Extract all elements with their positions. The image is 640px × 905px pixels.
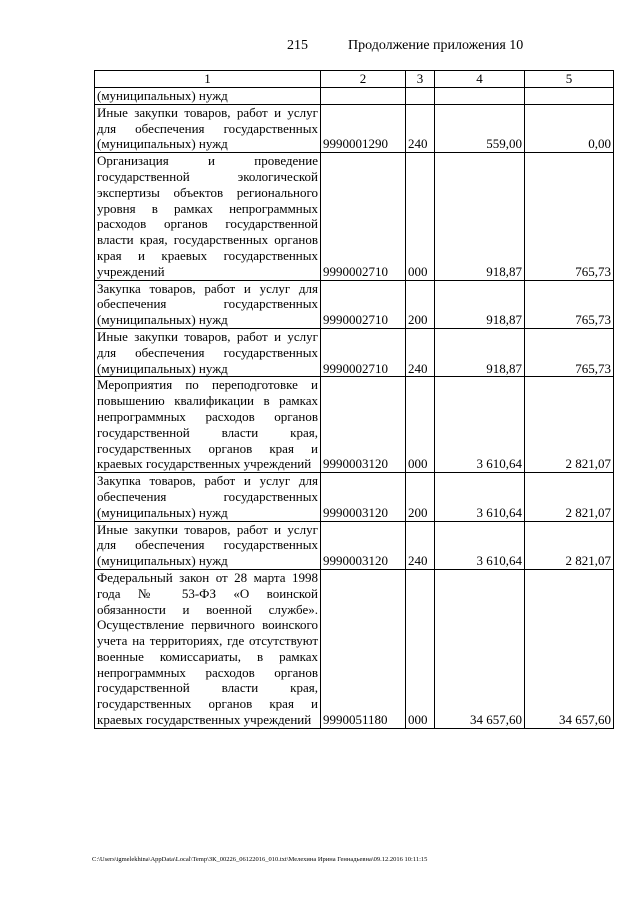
row-value-5: 2 821,07 <box>525 521 614 569</box>
table-row <box>95 153 614 280</box>
row-description: Иные закупки товаров, работ и услуг для обеспечения государственных (муниципальных) нужд <box>95 521 321 569</box>
table-header-row <box>95 71 614 88</box>
table-row <box>95 569 614 728</box>
row-value-4: 918,87 <box>435 153 525 280</box>
table-row <box>95 521 614 569</box>
page-number: 215 <box>287 38 308 53</box>
row-description: Мероприятия по переподготовке и повышению квалификации в рамках непрограммных расходов органов государственной власти края, государственных органов края и краевых государственных учреждений <box>95 377 321 473</box>
table-row <box>95 377 614 473</box>
row-code: 9990001290 <box>321 104 406 152</box>
row-value-5: 0,00 <box>525 104 614 152</box>
row-type: 240 <box>406 521 435 569</box>
row-type: 000 <box>406 569 435 728</box>
row-value-4: 918,87 <box>435 328 525 376</box>
column-header-3: 3 <box>406 71 435 88</box>
column-header-1: 1 <box>95 71 321 88</box>
row-description: Иные закупки товаров, работ и услуг для обеспечения государственных (муниципальных) нужд <box>95 328 321 376</box>
row-value-4 <box>435 88 525 105</box>
row-code: 9990002710 <box>321 280 406 328</box>
row-code: 9990002710 <box>321 153 406 280</box>
row-value-4: 3 610,64 <box>435 521 525 569</box>
column-header-5: 5 <box>525 71 614 88</box>
continuation-title: Продолжение приложения 10 <box>348 38 524 53</box>
page-header <box>0 38 640 58</box>
row-description: (муниципальных) нужд <box>95 88 321 105</box>
row-value-5: 765,73 <box>525 328 614 376</box>
row-code: 9990003120 <box>321 473 406 521</box>
table-row <box>95 473 614 521</box>
row-value-5: 765,73 <box>525 280 614 328</box>
row-description: Закупка товаров, работ и услуг для обеспечения государственных (муниципальных) нужд <box>95 473 321 521</box>
row-value-4: 3 610,64 <box>435 377 525 473</box>
row-type: 200 <box>406 473 435 521</box>
row-description: Иные закупки товаров, работ и услуг для обеспечения государственных (муниципальных) нужд <box>95 104 321 152</box>
column-header-4: 4 <box>435 71 525 88</box>
row-value-4: 559,00 <box>435 104 525 152</box>
row-value-5: 2 821,07 <box>525 473 614 521</box>
row-value-5 <box>525 88 614 105</box>
budget-table <box>94 70 614 729</box>
row-type: 000 <box>406 377 435 473</box>
row-type <box>406 88 435 105</box>
table-row <box>95 104 614 152</box>
row-value-4: 34 657,60 <box>435 569 525 728</box>
row-type: 240 <box>406 104 435 152</box>
table-row <box>95 280 614 328</box>
column-header-2: 2 <box>321 71 406 88</box>
row-code: 9990003120 <box>321 521 406 569</box>
row-code <box>321 88 406 105</box>
row-code: 9990051180 <box>321 569 406 728</box>
row-description: Федеральный закон от 28 марта 1998 года № 53-ФЗ «О воинской обязанности и военной службе». Осуществление первичного воинского учета на территориях, где отсутствуют военные комиссариаты, в рамках непрограммных расходов органов государственной власти края, государственных органов края и краевых государственных учреждений <box>95 569 321 728</box>
file-path-footer: C:\Users\igmelekhina\AppData\Local\Temp\ЗК_00226_06122016_010.txt\Мелехина Ирина Геннадьевна\09.12.2016 10:11:15 <box>92 856 428 863</box>
row-type: 200 <box>406 280 435 328</box>
row-description: Организация и проведение государственной экологической экспертизы объектов регионального уровня в рамках непрограммных расходов органов государственной власти края, государственных органов края и краевых государственных учреждений <box>95 153 321 280</box>
row-type: 240 <box>406 328 435 376</box>
row-code: 9990003120 <box>321 377 406 473</box>
table-row <box>95 88 614 105</box>
row-value-5: 2 821,07 <box>525 377 614 473</box>
row-value-4: 3 610,64 <box>435 473 525 521</box>
row-description: Закупка товаров, работ и услуг для обеспечения государственных (муниципальных) нужд <box>95 280 321 328</box>
row-type: 000 <box>406 153 435 280</box>
row-value-4: 918,87 <box>435 280 525 328</box>
table-row <box>95 328 614 376</box>
row-code: 9990002710 <box>321 328 406 376</box>
row-value-5: 34 657,60 <box>525 569 614 728</box>
row-value-5: 765,73 <box>525 153 614 280</box>
